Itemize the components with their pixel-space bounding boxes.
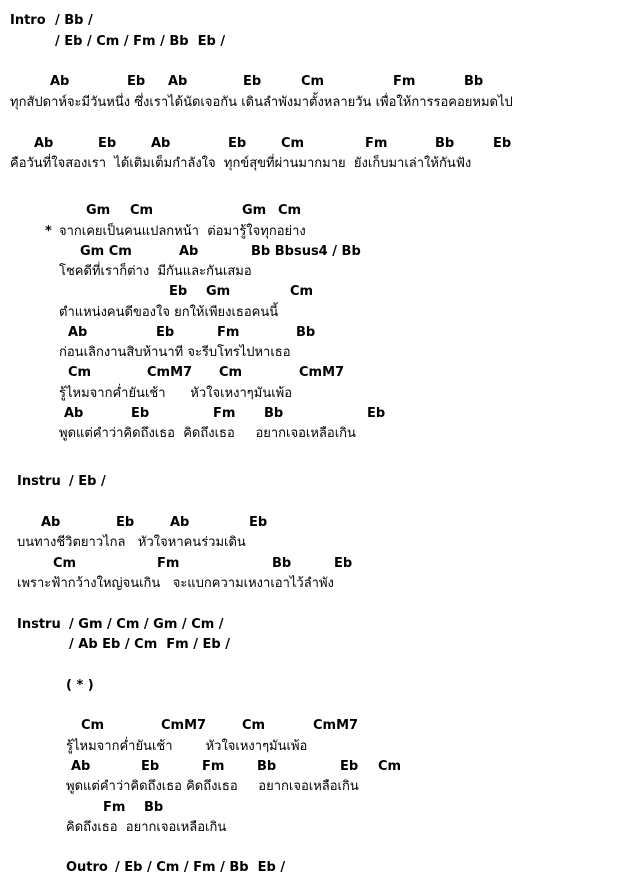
- chord: Bb Bbsus4 / Bb: [251, 244, 361, 259]
- chord: CmM7: [147, 365, 193, 380]
- instru-chords-1: / Eb /: [69, 474, 106, 489]
- lyric: คือวันที่ใจสองเรา ได้เติมเต็มกำลังใจ ทุกข์สุขที่ผ่านมากมาย ยังเก็บมาเล่าให้กันฟัง: [10, 156, 472, 171]
- chord: Gm: [206, 284, 231, 299]
- chord: Bb: [435, 136, 455, 151]
- chord: Cm: [242, 718, 266, 733]
- chord: Eb: [243, 74, 262, 89]
- chord: CmM7: [313, 718, 359, 733]
- chord: Ab: [34, 136, 54, 151]
- lyric: เพราะฟ้ากว้างใหญ่จนเกิน จะแบกความเหงาเอาไว้ลำพัง: [17, 576, 334, 591]
- chord: Bb: [264, 406, 284, 421]
- chord: Ab: [168, 74, 188, 89]
- lyric: ก่อนเลิกงานสิบห้านาที จะรีบโทรไปหาเธอ: [59, 345, 291, 360]
- chord: Fm: [103, 800, 126, 815]
- chord: Fm: [393, 74, 416, 89]
- chord: Ab: [68, 325, 88, 340]
- instru-label-1: Instru: [17, 474, 61, 489]
- intro-chords-1: / Bb /: [55, 13, 93, 28]
- chord: Cm: [53, 556, 77, 571]
- chord: Gm: [242, 203, 267, 218]
- chord: Eb: [98, 136, 117, 151]
- chord: Cm: [68, 365, 92, 380]
- chord: Cm: [301, 74, 325, 89]
- lyric: รู้ไหมจากค่ำยันเช้า หัวใจเหงาๆมันเพ้อ: [59, 386, 293, 401]
- lyric: พูดแต่คำว่าคิดถึงเธอ คิดถึงเธอ อยากเจอเหลือเกิน: [66, 779, 359, 794]
- chorus-marker: *: [45, 224, 52, 239]
- chord: Fm: [157, 556, 180, 571]
- chord: Gm: [86, 203, 111, 218]
- chord: Eb: [228, 136, 247, 151]
- chord: Eb: [156, 325, 175, 340]
- instru-chords-2b: / Ab Eb / Cm Fm / Eb /: [69, 637, 230, 652]
- chord: Bb: [257, 759, 277, 774]
- lyric: ตำแหน่งคนดีของใจ ยกให้เพียงเธอคนนี้: [59, 305, 279, 320]
- chord: Bb: [144, 800, 164, 815]
- chord: Ab: [64, 406, 84, 421]
- chord: Ab: [41, 515, 61, 530]
- chord: Eb: [116, 515, 135, 530]
- lyric: ทุกสัปดาห์จะมีวันหนึ่ง ซึ่งเราได้นัดเจอกัน เดินลำพังมาตั้งหลายวัน เพื่อให้การรอคอยหมดไป: [10, 95, 513, 110]
- chord: Fm: [217, 325, 240, 340]
- lyric: จากเคยเป็นคนแปลกหน้า ต่อมารู้ใจทุกอย่าง: [59, 224, 306, 239]
- chord: Gm Cm: [80, 244, 132, 259]
- chord: Cm: [281, 136, 305, 151]
- chord: Fm: [213, 406, 236, 421]
- lyric: รู้ไหมจากค่ำยันเช้า หัวใจเหงาๆมันเพ้อ: [66, 739, 308, 754]
- chord: Bb: [272, 556, 292, 571]
- lyric: บนทางชีวิตยาวไกล หัวใจหาคนร่วมเดิน: [17, 535, 246, 550]
- chord: Eb: [127, 74, 146, 89]
- chord: Ab: [179, 244, 199, 259]
- chord: Ab: [71, 759, 91, 774]
- instru-label-2: Instru: [17, 617, 61, 632]
- outro-label: Outro: [66, 860, 108, 875]
- chord: Bb: [464, 74, 484, 89]
- lyric: โชคดีที่เราก็ต่าง มีกันและกันเสมอ: [59, 264, 252, 279]
- chord: Eb: [141, 759, 160, 774]
- chord: CmM7: [161, 718, 207, 733]
- intro-chords-2: / Eb / Cm / Fm / Bb Eb /: [55, 34, 226, 49]
- chord: Fm: [202, 759, 225, 774]
- chord: Cm: [219, 365, 243, 380]
- chord: Eb: [334, 556, 353, 571]
- chord: Bb: [296, 325, 316, 340]
- chord: Ab: [151, 136, 171, 151]
- chord: Fm: [365, 136, 388, 151]
- lyric: คิดถึงเธอ อยากเจอเหลือเกิน: [66, 820, 227, 835]
- chord: Ab: [50, 74, 70, 89]
- chord: Eb: [340, 759, 359, 774]
- chord: Eb: [169, 284, 188, 299]
- chord: Cm: [278, 203, 302, 218]
- outro-chords: / Eb / Cm / Fm / Bb Eb /: [115, 860, 286, 875]
- chord: Cm: [378, 759, 402, 774]
- chord: Eb: [493, 136, 512, 151]
- chord: Eb: [131, 406, 150, 421]
- repeat-chorus-marker: ( * ): [66, 678, 94, 693]
- intro-label: Intro: [10, 13, 46, 28]
- chord: Ab: [170, 515, 190, 530]
- chord: Cm: [130, 203, 154, 218]
- chord: Eb: [249, 515, 268, 530]
- instru-chords-2a: / Gm / Cm / Gm / Cm /: [69, 617, 224, 632]
- chord: Cm: [290, 284, 314, 299]
- chord: Cm: [81, 718, 105, 733]
- chord: CmM7: [299, 365, 345, 380]
- chord: Eb: [367, 406, 386, 421]
- lyric: พูดแต่คำว่าคิดถึงเธอ คิดถึงเธอ อยากเจอเหลือเกิน: [59, 426, 356, 441]
